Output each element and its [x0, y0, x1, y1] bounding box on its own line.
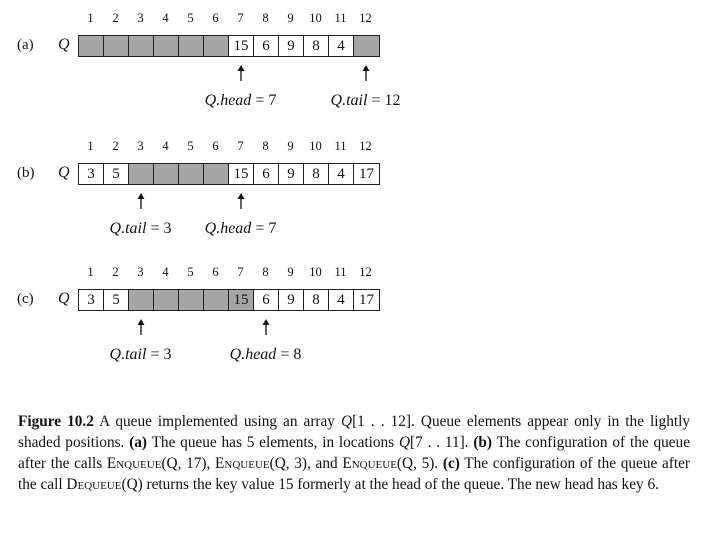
queue-cell: 8	[304, 36, 329, 56]
queue-cell	[204, 290, 229, 310]
figure-caption	[18, 411, 690, 495]
queue-cell: 4	[329, 164, 354, 184]
tail-pointer-label: Q.tail = 3	[109, 346, 172, 363]
queue-cell: 15	[229, 36, 254, 56]
queue-cell: 6	[254, 164, 279, 184]
caption-text: (Q, 17),	[161, 455, 216, 472]
caption-part-label: (b)	[473, 434, 493, 451]
tail-arrow-icon	[136, 319, 146, 335]
array-index-label: 12	[359, 139, 372, 153]
array-index-label: 11	[334, 11, 347, 25]
array-index-label: 3	[137, 11, 144, 25]
queue-cell: 5	[104, 290, 129, 310]
queue-cell	[104, 36, 129, 56]
queue-cell	[129, 36, 154, 56]
head-arrow-icon	[261, 319, 271, 335]
queue-cell: 8	[304, 164, 329, 184]
panel-b	[0, 128, 715, 238]
tail-pointer-label: Q.tail = 12	[330, 92, 401, 109]
array-index-label: 4	[162, 265, 169, 279]
array-index-label: 1	[87, 11, 94, 25]
queue-cell: 9	[279, 36, 304, 56]
array-index-label: 12	[359, 265, 372, 279]
caption-func: Enqueue	[106, 455, 162, 472]
queue-name: Q	[58, 164, 70, 181]
queue-array	[78, 35, 380, 57]
queue-array	[78, 289, 380, 311]
caption-text: The configuration of the queue after the calls	[18, 434, 690, 472]
queue-cell: 3	[79, 164, 104, 184]
array-index-label: 12	[359, 11, 372, 25]
array-index-label: 6	[212, 139, 219, 153]
array-index-label: 8	[262, 265, 269, 279]
head-pointer-label: Q.head = 7	[204, 92, 277, 109]
queue-name: Q	[58, 290, 70, 307]
caption-part-label: (c)	[442, 455, 460, 472]
panel-label: (b)	[17, 165, 35, 181]
queue-cell	[354, 36, 379, 56]
queue-cell: 17	[354, 290, 379, 310]
array-index-label: 2	[112, 139, 119, 153]
caption-text: A queue implemented using an array	[93, 413, 342, 430]
caption-func: Dequeue	[66, 476, 122, 493]
tail-arrow-icon	[136, 193, 146, 209]
array-index-label: 1	[87, 139, 94, 153]
queue-cell: 4	[329, 290, 354, 310]
array-index-label: 9	[287, 265, 294, 279]
queue-cell: 17	[354, 164, 379, 184]
queue-cell: 9	[279, 164, 304, 184]
queue-cell	[179, 36, 204, 56]
array-index-label: 8	[262, 139, 269, 153]
caption-text: The queue has 5 elements, in locations	[147, 434, 399, 451]
queue-cell: 9	[279, 290, 304, 310]
array-index-label: 10	[309, 139, 322, 153]
queue-cell	[154, 36, 179, 56]
array-index-label: 11	[334, 139, 347, 153]
array-index-label: 11	[334, 265, 347, 279]
panel-label: (c)	[17, 291, 34, 307]
panel-a	[0, 0, 715, 110]
caption-text: [7 . . 11].	[410, 434, 474, 451]
queue-cell: 6	[254, 290, 279, 310]
caption-text: Q	[398, 434, 411, 451]
panel-c	[0, 254, 715, 364]
queue-cell: 5	[104, 164, 129, 184]
array-index-label: 7	[237, 139, 244, 153]
array-index-label: 2	[112, 11, 119, 25]
array-index-label: 5	[187, 11, 194, 25]
head-arrow-icon	[236, 65, 246, 81]
array-index-label: 6	[212, 11, 219, 25]
caption-text: Q	[341, 413, 353, 430]
queue-cell	[179, 290, 204, 310]
tail-arrow-icon	[361, 65, 371, 81]
queue-cell	[129, 290, 154, 310]
caption-text: (Q, 5).	[396, 455, 443, 472]
array-index-label: 8	[262, 11, 269, 25]
queue-cell: 15	[229, 164, 254, 184]
array-index-label: 7	[237, 11, 244, 25]
caption-func: Enqueue	[342, 455, 397, 472]
caption-func: Enqueue	[215, 455, 270, 472]
queue-cell: 3	[79, 290, 104, 310]
array-index-label: 3	[137, 265, 144, 279]
array-index-label: 7	[237, 265, 244, 279]
array-index-label: 9	[287, 11, 294, 25]
tail-pointer-label: Q.tail = 3	[109, 220, 172, 237]
queue-array	[78, 163, 380, 185]
caption-text: (Q, 3), and	[269, 455, 343, 472]
queue-cell: 8	[304, 290, 329, 310]
array-index-label: 5	[187, 139, 194, 153]
queue-cell: 4	[329, 36, 354, 56]
queue-cell	[129, 164, 154, 184]
head-arrow-icon	[236, 193, 246, 209]
caption-text: [1 . . 12]. Queue elements appear only in the lightly shaded positions.	[18, 413, 690, 451]
array-index-label: 10	[309, 265, 322, 279]
array-index-label: 6	[212, 265, 219, 279]
caption-text: The configuration of the queue after the call	[18, 455, 690, 493]
array-index-label: 9	[287, 139, 294, 153]
queue-cell	[154, 164, 179, 184]
queue-cell: 6	[254, 36, 279, 56]
queue-cell	[79, 36, 104, 56]
panel-label: (a)	[17, 37, 34, 53]
queue-name: Q	[58, 36, 70, 53]
queue-cell	[154, 290, 179, 310]
queue-cell: 15	[229, 290, 254, 310]
queue-cell	[179, 164, 204, 184]
caption-part-label: (a)	[129, 434, 148, 451]
caption-text: (Q) returns the key value 15 formerly at the head of the queue. The new head has key 6.	[121, 476, 659, 493]
array-index-label: 10	[309, 11, 322, 25]
array-index-label: 1	[87, 265, 94, 279]
array-index-label: 5	[187, 265, 194, 279]
array-index-label: 4	[162, 139, 169, 153]
array-index-label: 4	[162, 11, 169, 25]
queue-cell	[204, 164, 229, 184]
array-index-label: 2	[112, 265, 119, 279]
head-pointer-label: Q.head = 8	[229, 346, 302, 363]
caption-figure-label: Figure 10.2	[18, 413, 94, 430]
array-index-label: 3	[137, 139, 144, 153]
head-pointer-label: Q.head = 7	[204, 220, 277, 237]
queue-cell	[204, 36, 229, 56]
